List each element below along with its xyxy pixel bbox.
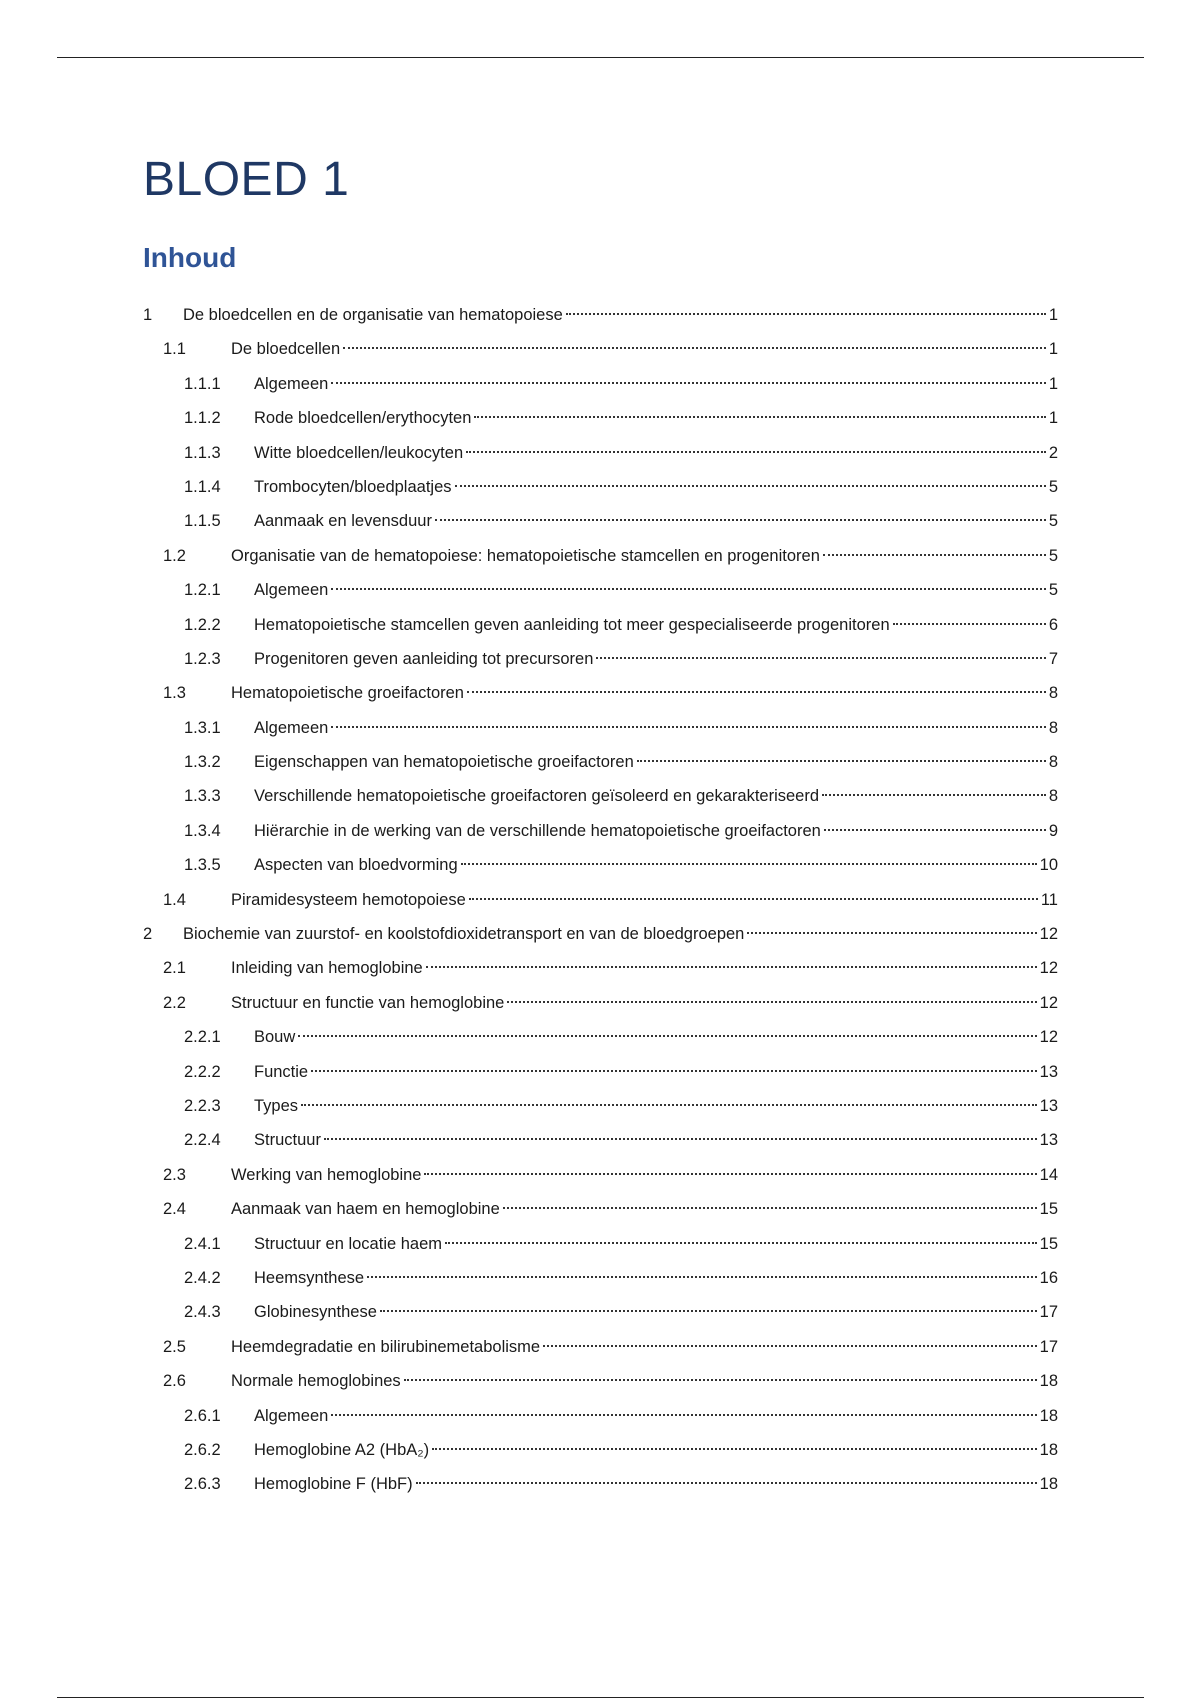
toc-entry-page: 5: [1048, 477, 1058, 496]
toc-dot-leader: [637, 760, 1046, 762]
toc-entry-page: 13: [1039, 1096, 1058, 1115]
toc-entry-row: [231, 332, 1058, 366]
toc-entry-label: Heemsynthese: [254, 1268, 365, 1287]
toc-entry-number: 1.2.1: [184, 581, 221, 600]
toc-entry-page: 9: [1048, 821, 1058, 840]
toc-dot-leader: [343, 347, 1046, 349]
toc-entry-label: Types: [254, 1096, 299, 1115]
toc-heading: Inhoud: [143, 242, 237, 273]
toc-entry-number: 1.2: [163, 546, 186, 565]
toc-entry-label: Globinesynthese: [254, 1303, 377, 1322]
toc-dot-leader: [435, 519, 1046, 521]
toc-entry-number: 2.2.2: [184, 1062, 221, 1081]
toc-entry[interactable]: [143, 711, 1058, 745]
toc-entry-page: 1: [1048, 340, 1058, 359]
toc-entry-number: 2.6.1: [184, 1406, 221, 1425]
toc-entry[interactable]: [143, 1089, 1058, 1123]
toc-entry-number: 1.4: [163, 890, 186, 909]
toc-entry-page: 17: [1039, 1337, 1058, 1356]
toc-entry-number: 1.2.3: [184, 649, 221, 668]
toc-entry-page: 5: [1048, 546, 1058, 565]
toc-entry-number: 1.1.1: [184, 374, 221, 393]
toc-dot-leader: [596, 657, 1045, 659]
toc-entry-number: 1.1.5: [184, 512, 221, 531]
toc-entry-row: [254, 848, 1058, 882]
toc-entry-label: Hematopoietische stamcellen geven aanleiding tot meer gespecialiseerde progenitoren: [254, 615, 890, 634]
toc-entry[interactable]: [143, 917, 1058, 951]
toc-entry-number: 1.1.2: [184, 409, 221, 428]
toc-dot-leader: [331, 726, 1046, 728]
toc-dot-leader: [445, 1242, 1037, 1244]
toc-entry-page: 15: [1039, 1200, 1058, 1219]
toc-entry-number: 2.4.2: [184, 1268, 221, 1287]
toc-entry[interactable]: [143, 1399, 1058, 1433]
toc-entry-label: Piramidesysteem hemotopoiese: [231, 890, 466, 909]
toc-entry-label: Aspecten van bloedvorming: [254, 856, 458, 875]
toc-entry-row: [254, 608, 1058, 642]
toc-entry-number: 2.2: [163, 993, 186, 1012]
toc-dot-leader: [432, 1448, 1036, 1450]
toc-entry-label: Algemeen: [254, 718, 329, 737]
toc-entry-page: 8: [1048, 684, 1058, 703]
toc-dot-leader: [367, 1276, 1037, 1278]
toc-entry-row: [231, 1192, 1058, 1226]
toc-entry-label: Hemoglobine A2 (HbA₂): [254, 1440, 430, 1459]
toc-dot-leader: [467, 691, 1046, 693]
toc-entry-row: [231, 951, 1058, 985]
toc-entry[interactable]: [143, 504, 1058, 538]
toc-entry-label: Hematopoietische groeifactoren: [231, 684, 464, 703]
toc-entry-row: [231, 1330, 1058, 1364]
toc-entry[interactable]: [143, 367, 1058, 401]
toc-entry-number: 1.3.3: [184, 787, 221, 806]
toc-dot-leader: [823, 554, 1046, 556]
toc-entry-number: 2.6.2: [184, 1440, 221, 1459]
toc-entry-page: 11: [1040, 890, 1058, 909]
toc-entry-page: 6: [1048, 615, 1058, 634]
toc-entry[interactable]: [143, 608, 1058, 642]
toc-entry-label: Witte bloedcellen/leukocyten: [254, 443, 464, 462]
toc-entry-number: 2.4.1: [184, 1234, 221, 1253]
toc-entry-page: 18: [1039, 1475, 1058, 1494]
toc-entry-row: [254, 367, 1058, 401]
toc-dot-leader: [566, 313, 1046, 315]
toc-dot-leader: [824, 829, 1046, 831]
toc-entry[interactable]: [143, 642, 1058, 676]
toc-dot-leader: [503, 1207, 1037, 1209]
toc-entry-row: [254, 1433, 1058, 1467]
toc-entry-number: 1.1: [163, 340, 186, 359]
toc-entry-number: 1: [143, 306, 153, 324]
toc-entry-page: 5: [1048, 581, 1058, 600]
toc-dot-leader: [466, 451, 1046, 453]
toc-dot-leader: [507, 1001, 1036, 1003]
toc-dot-leader: [426, 966, 1037, 968]
toc-entry[interactable]: [143, 745, 1058, 779]
toc-entry-page: 7: [1048, 649, 1058, 668]
toc-entry-number: 2.5: [163, 1337, 186, 1356]
toc-entry[interactable]: [143, 1467, 1058, 1501]
toc-entry[interactable]: [143, 1227, 1058, 1261]
document-body: [143, 135, 1058, 1494]
toc-entry[interactable]: [143, 1433, 1058, 1467]
toc-entry-label: Aanmaak en levensduur: [254, 512, 432, 531]
toc-entry-row: [254, 1123, 1058, 1157]
toc-entry-row: [254, 1399, 1058, 1433]
toc-entry-page: 12: [1039, 925, 1058, 944]
toc-dot-leader: [822, 794, 1046, 796]
toc-entry-number: 2.2.3: [184, 1096, 221, 1115]
toc-entry-label: De bloedcellen: [231, 340, 341, 359]
toc-entry-row: [254, 470, 1058, 504]
toc-entry-number: 1.1.4: [184, 477, 221, 496]
toc-entry-row: [254, 1020, 1058, 1054]
toc-entry-page: 1: [1048, 374, 1058, 393]
toc-entry-label: Hiërarchie in de werking van de verschillende hematopoietische groeifactoren: [254, 821, 821, 840]
toc-dot-leader: [301, 1104, 1037, 1106]
toc-entry-number: 2.4: [163, 1200, 186, 1219]
toc-entry-label: Algemeen: [254, 374, 329, 393]
toc-entry[interactable]: [143, 539, 1058, 573]
toc-dot-leader: [331, 1414, 1036, 1416]
toc-entry-page: 8: [1048, 718, 1058, 737]
toc-entry-label: Functie: [254, 1062, 309, 1081]
toc-entry-row: [254, 1261, 1058, 1295]
toc-entry-row: [183, 917, 1058, 951]
toc-entry-page: 18: [1039, 1406, 1058, 1425]
toc-entry[interactable]: [143, 436, 1058, 470]
toc-entry-page: 2: [1048, 443, 1058, 462]
toc-dot-leader: [380, 1310, 1037, 1312]
footer-rule: [57, 1697, 1144, 1698]
toc-entry-row: [254, 711, 1058, 745]
table-of-contents: [143, 298, 1058, 1502]
toc-entry-label: Eigenschappen van hematopoietische groeifactoren: [254, 753, 634, 772]
toc-entry-number: 2.6: [163, 1372, 186, 1391]
toc-entry-label: Structuur en functie van hemoglobine: [231, 993, 505, 1012]
toc-entry-label: Aanmaak van haem en hemoglobine: [231, 1200, 500, 1219]
toc-entry-label: Inleiding van hemoglobine: [231, 959, 423, 978]
toc-entry-row: [254, 745, 1058, 779]
toc-entry[interactable]: [143, 1192, 1058, 1226]
toc-entry-number: 2: [143, 925, 153, 944]
toc-entry[interactable]: [143, 986, 1058, 1020]
toc-entry-row: [254, 814, 1058, 848]
toc-entry-page: 8: [1048, 753, 1058, 772]
toc-entry-page: 16: [1039, 1268, 1058, 1287]
toc-entry-row: [231, 986, 1058, 1020]
toc-entry[interactable]: [143, 951, 1058, 985]
toc-entry-page: 13: [1039, 1062, 1058, 1081]
toc-dot-leader: [474, 416, 1045, 418]
toc-entry-row: [231, 676, 1058, 710]
toc-entry-page: 14: [1039, 1165, 1058, 1184]
toc-entry-label: Structuur: [254, 1131, 321, 1150]
toc-entry-number: 1.3: [163, 684, 186, 703]
toc-dot-leader: [461, 863, 1037, 865]
toc-entry-number: 1.2.2: [184, 615, 221, 634]
toc-entry[interactable]: [143, 848, 1058, 882]
toc-entry-row: [254, 504, 1058, 538]
toc-entry[interactable]: [143, 1295, 1058, 1329]
toc-dot-leader: [311, 1070, 1037, 1072]
toc-entry-page: 5: [1048, 512, 1058, 531]
toc-entry-row: [183, 298, 1058, 332]
toc-entry[interactable]: [143, 1123, 1058, 1157]
toc-entry-label: Organisatie van de hematopoiese: hematopoietische stamcellen en progenitoren: [231, 546, 820, 565]
toc-entry-number: 1.3.2: [184, 753, 221, 772]
toc-dot-leader: [424, 1173, 1036, 1175]
toc-entry[interactable]: [143, 1330, 1058, 1364]
toc-entry-row: [254, 1295, 1058, 1329]
toc-entry-number: 2.4.3: [184, 1303, 221, 1322]
toc-entry-page: 13: [1039, 1131, 1058, 1150]
toc-entry-label: Heemdegradatie en bilirubinemetabolisme: [231, 1337, 541, 1356]
toc-entry-row: [254, 436, 1058, 470]
toc-dot-leader: [331, 588, 1046, 590]
toc-entry-row: [254, 1467, 1058, 1501]
toc-entry-row: [254, 1089, 1058, 1123]
toc-entry-row: [231, 539, 1058, 573]
document-title: BLOED 1: [143, 153, 350, 206]
toc-entry[interactable]: [143, 676, 1058, 710]
toc-entry-label: Hemoglobine F (HbF): [254, 1475, 413, 1494]
toc-entry-row: [231, 1364, 1058, 1398]
toc-entry-row: [254, 642, 1058, 676]
toc-entry-page: 1: [1048, 409, 1058, 428]
toc-entry-label: Algemeen: [254, 581, 329, 600]
toc-entry-label: Trombocyten/bloedplaatjes: [254, 477, 452, 496]
toc-dot-leader: [324, 1138, 1037, 1140]
toc-entry-label: Bouw: [254, 1028, 296, 1047]
toc-entry-row: [254, 1055, 1058, 1089]
toc-entry[interactable]: [143, 470, 1058, 504]
toc-dot-leader: [416, 1482, 1037, 1484]
toc-dot-leader: [404, 1379, 1037, 1381]
toc-entry-number: 2.2.4: [184, 1131, 221, 1150]
toc-entry-number: 1.3.4: [184, 821, 221, 840]
toc-entry-label: Werking van hemoglobine: [231, 1165, 422, 1184]
toc-entry[interactable]: [143, 1364, 1058, 1398]
toc-entry-label: Biochemie van zuurstof- en koolstofdioxidetransport en van de bloedgroepen: [183, 925, 745, 944]
toc-entry[interactable]: [143, 1055, 1058, 1089]
toc-entry-page: 8: [1048, 787, 1058, 806]
toc-entry-number: 2.2.1: [184, 1028, 221, 1047]
header-rule: [57, 57, 1144, 58]
toc-entry-row: [254, 573, 1058, 607]
toc-entry-label: Structuur en locatie haem: [254, 1234, 443, 1253]
toc-entry-row: [254, 779, 1058, 813]
toc-entry[interactable]: [143, 401, 1058, 435]
toc-entry-row: [231, 1158, 1058, 1192]
toc-entry-number: 1.3.1: [184, 718, 221, 737]
toc-entry[interactable]: [143, 1020, 1058, 1054]
toc-entry[interactable]: [143, 332, 1058, 366]
toc-entry-page: 18: [1039, 1372, 1058, 1391]
toc-entry-page: 10: [1039, 856, 1058, 875]
toc-entry[interactable]: [143, 779, 1058, 813]
toc-entry-page: 18: [1039, 1440, 1058, 1459]
toc-entry-number: 1.1.3: [184, 443, 221, 462]
toc-entry-label: Normale hemoglobines: [231, 1372, 401, 1391]
toc-entry[interactable]: [143, 573, 1058, 607]
toc-entry-row: [254, 1227, 1058, 1261]
toc-entry[interactable]: [143, 883, 1058, 917]
toc-entry[interactable]: [143, 1158, 1058, 1192]
toc-entry[interactable]: [143, 814, 1058, 848]
toc-entry-page: 12: [1039, 959, 1058, 978]
toc-dot-leader: [331, 382, 1046, 384]
toc-entry-row: [231, 883, 1058, 917]
toc-entry-page: 12: [1039, 1028, 1058, 1047]
toc-dot-leader: [469, 898, 1038, 900]
toc-entry-number: 2.3: [163, 1165, 186, 1184]
toc-dot-leader: [747, 932, 1036, 934]
toc-entry-label: Verschillende hematopoietische groeifactoren geïsoleerd en gekarakteriseerd: [254, 787, 820, 806]
toc-entry-number: 2.6.3: [184, 1475, 221, 1494]
toc-entry[interactable]: [143, 1261, 1058, 1295]
toc-entry-label: De bloedcellen en de organisatie van hematopoiese: [183, 306, 563, 324]
toc-entry-label: Rode bloedcellen/erythocyten: [254, 409, 472, 428]
toc-dot-leader: [543, 1345, 1037, 1347]
toc-dot-leader: [455, 485, 1046, 487]
toc-entry-number: 1.3.5: [184, 856, 221, 875]
toc-entry[interactable]: [143, 298, 1058, 332]
toc-entry-page: 15: [1039, 1234, 1058, 1253]
toc-entry-page: 12: [1039, 993, 1058, 1012]
toc-entry-label: Algemeen: [254, 1406, 329, 1425]
toc-entry-page: 17: [1039, 1303, 1058, 1322]
toc-entry-label: Progenitoren geven aanleiding tot precursoren: [254, 649, 594, 668]
toc-dot-leader: [893, 623, 1046, 625]
toc-entry-number: 2.1: [163, 959, 186, 978]
toc-entry-page: 1: [1048, 306, 1058, 324]
toc-dot-leader: [298, 1035, 1036, 1037]
toc-entry-row: [254, 401, 1058, 435]
